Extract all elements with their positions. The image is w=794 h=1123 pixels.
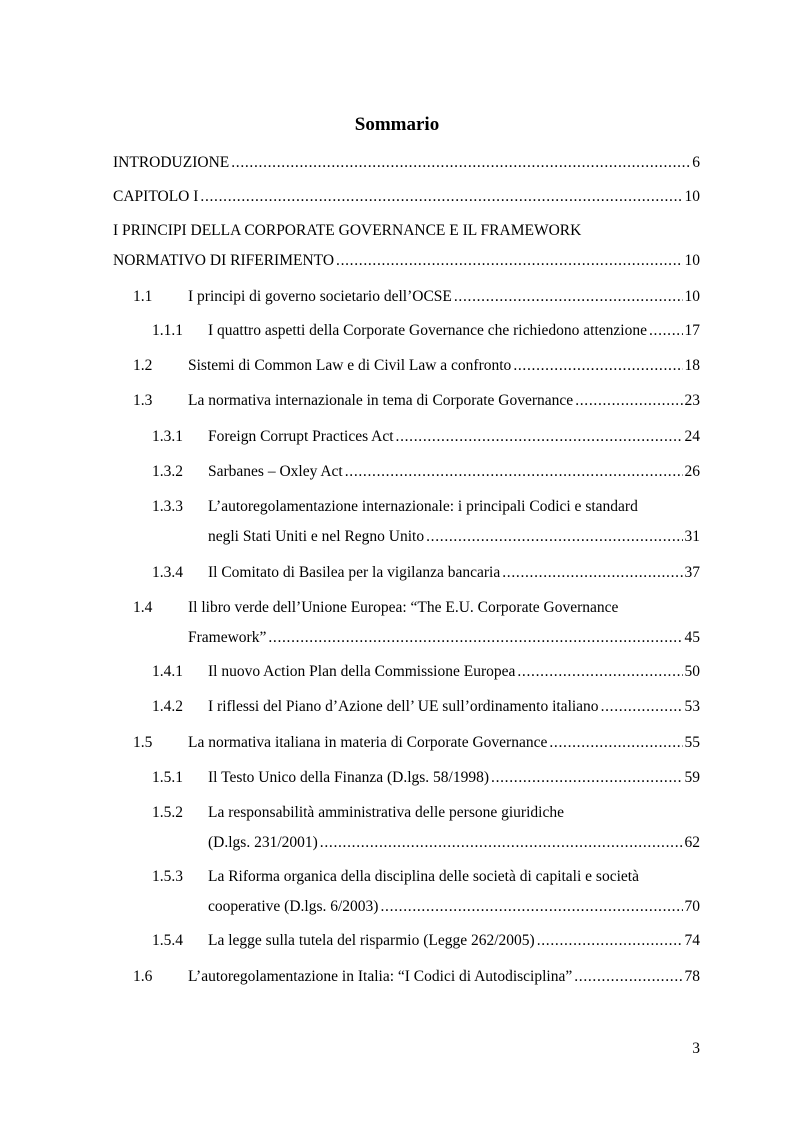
dot-leader — [537, 931, 683, 951]
toc-entry-line1: Il libro verde dell’Unione Europea: “The E.U. Corporate Governance — [188, 599, 619, 616]
toc-entry-text: CAPITOLO I — [113, 188, 199, 205]
dot-leader — [200, 187, 682, 207]
dot-leader — [491, 768, 682, 788]
dot-leader — [320, 833, 683, 853]
dot-leader — [268, 628, 682, 648]
toc-entry-page: 50 — [684, 663, 700, 680]
toc-entry-text: Sarbanes – Oxley Act — [208, 463, 343, 480]
toc-entry-number: 1.1 — [133, 288, 153, 305]
toc-entry[interactable] — [152, 563, 700, 583]
toc-entry-text: Sistemi di Common Law e di Civil Law a confronto — [188, 357, 512, 374]
toc-entry[interactable] — [152, 697, 700, 717]
toc-entry-page: 74 — [684, 932, 700, 949]
toc-entry-page: 10 — [684, 252, 700, 269]
toc-entry-text: La normativa internazionale in tema di Corporate Governance — [188, 392, 574, 409]
dot-leader — [231, 153, 690, 173]
toc-entry-number: 1.6 — [133, 968, 153, 985]
toc-entry-page: 6 — [692, 154, 700, 171]
toc-entry-text: Il Comitato di Basilea per la vigilanza bancaria — [208, 564, 501, 581]
toc-entry-page: 24 — [684, 428, 700, 445]
toc-entry-text: I quattro aspetti della Corporate Governance che richiedono attenzione — [208, 322, 647, 339]
toc-entry-text: Framework” — [188, 629, 267, 646]
toc-entry-number: 1.1.1 — [152, 322, 183, 339]
dot-leader — [426, 527, 682, 547]
dot-leader — [649, 321, 683, 341]
toc-entry-text: I principi di governo societario dell’OCSE — [188, 288, 452, 305]
dot-leader — [396, 427, 683, 447]
toc-entry-number: 1.5.1 — [152, 769, 183, 786]
toc-entry-page: 62 — [684, 834, 700, 851]
dot-leader — [575, 391, 682, 411]
toc-entry-number: 1.3 — [133, 392, 153, 409]
toc-entry[interactable] — [133, 356, 700, 376]
dot-leader — [574, 967, 682, 987]
toc-entry[interactable] — [133, 391, 700, 411]
toc-entry-page: 37 — [684, 564, 700, 581]
toc-entry[interactable] — [133, 967, 700, 987]
toc-entry-text: La legge sulla tutela del risparmio (Legge 262/2005) — [208, 932, 535, 949]
toc-entry-number: 1.4.1 — [152, 663, 183, 680]
toc-entry-number: 1.4.2 — [152, 698, 183, 715]
toc-entry[interactable] — [152, 497, 700, 547]
toc-entry-page: 10 — [684, 288, 700, 305]
toc-entry-line1: L’autoregolamentazione internazionale: i principali Codici e standard — [208, 498, 638, 515]
toc-entry-line1: La responsabilità amministrativa delle persone giuridiche — [208, 804, 564, 821]
dot-leader — [513, 356, 682, 376]
toc-entry-number: 1.5.3 — [152, 868, 183, 885]
toc-entry-line1: I PRINCIPI DELLA CORPORATE GOVERNANCE E IL FRAMEWORK — [113, 222, 582, 239]
toc-entry-page: 26 — [684, 463, 700, 480]
toc-entry-number: 1.2 — [133, 357, 153, 374]
dot-leader — [345, 462, 683, 482]
toc-entry[interactable] — [113, 221, 700, 271]
toc-entry[interactable] — [133, 598, 700, 648]
toc-entry[interactable] — [152, 931, 700, 951]
toc-entry-text: NORMATIVO DI RIFERIMENTO — [113, 252, 335, 269]
toc-entry-text: (D.lgs. 231/2001) — [208, 834, 318, 851]
toc-entry-page: 45 — [684, 629, 700, 646]
toc-entry[interactable] — [152, 803, 700, 853]
dot-leader — [549, 733, 682, 753]
toc-entry-number: 1.5.2 — [152, 804, 183, 821]
toc-entry-page: 10 — [684, 188, 700, 205]
toc-entry-text: La normativa italiana in materia di Corporate Governance — [188, 734, 548, 751]
toc-entry-page: 78 — [684, 968, 700, 985]
toc-entry[interactable] — [133, 287, 700, 307]
toc-entry[interactable] — [152, 768, 700, 788]
toc-entry[interactable] — [152, 321, 700, 341]
dot-leader — [336, 251, 682, 271]
toc-entry-number: 1.3.1 — [152, 428, 183, 445]
dot-leader — [502, 563, 682, 583]
toc-entry-page: 53 — [684, 698, 700, 715]
dot-leader — [517, 662, 682, 682]
toc-entry[interactable] — [113, 187, 700, 207]
toc-entry-number: 1.3.3 — [152, 498, 183, 515]
toc-entry-number: 1.3.2 — [152, 463, 183, 480]
toc-entry-number: 1.5 — [133, 734, 153, 751]
toc-entry[interactable] — [152, 462, 700, 482]
toc-entry-page: 18 — [684, 357, 700, 374]
toc-entry-text: cooperative (D.lgs. 6/2003) — [208, 898, 379, 915]
toc-entry-number: 1.3.4 — [152, 564, 183, 581]
toc-entry-text: L’autoregolamentazione in Italia: “I Codici di Autodisciplina” — [188, 968, 573, 985]
toc-entry-text: Il nuovo Action Plan della Commissione Europea — [208, 663, 516, 680]
toc-entry-text: I riflessi del Piano d’Azione dell’ UE sull’ordinamento italiano — [208, 698, 599, 715]
toc-entry-page: 31 — [684, 528, 700, 545]
page-number: 3 — [692, 1040, 700, 1057]
toc-entry[interactable] — [152, 427, 700, 447]
toc-entry-line1: La Riforma organica della disciplina delle società di capitali e società — [208, 868, 639, 885]
toc-entry-number: 1.4 — [133, 599, 153, 616]
toc-entry-text: Il Testo Unico della Finanza (D.lgs. 58/1998) — [208, 769, 490, 786]
toc-entry-page: 59 — [684, 769, 700, 786]
toc-entry-page: 70 — [684, 898, 700, 915]
toc-entry[interactable] — [152, 662, 700, 682]
dot-leader — [380, 897, 682, 917]
page-title: Sommario — [354, 114, 440, 135]
toc-entry-text: negli Stati Uniti e nel Regno Unito — [208, 528, 425, 545]
toc-entry-number: 1.5.4 — [152, 932, 183, 949]
toc-entry-page: 17 — [684, 322, 700, 339]
toc-entry-page: 23 — [684, 392, 700, 409]
toc-entry[interactable] — [113, 153, 700, 173]
toc-entry[interactable] — [133, 733, 700, 753]
toc-entry-text: Foreign Corrupt Practices Act — [208, 428, 394, 445]
dot-leader — [454, 287, 683, 307]
dot-leader — [601, 697, 683, 717]
toc-entry-page: 55 — [684, 734, 700, 751]
toc-entry-text: INTRODUZIONE — [113, 154, 230, 171]
toc-entry[interactable] — [152, 867, 700, 917]
